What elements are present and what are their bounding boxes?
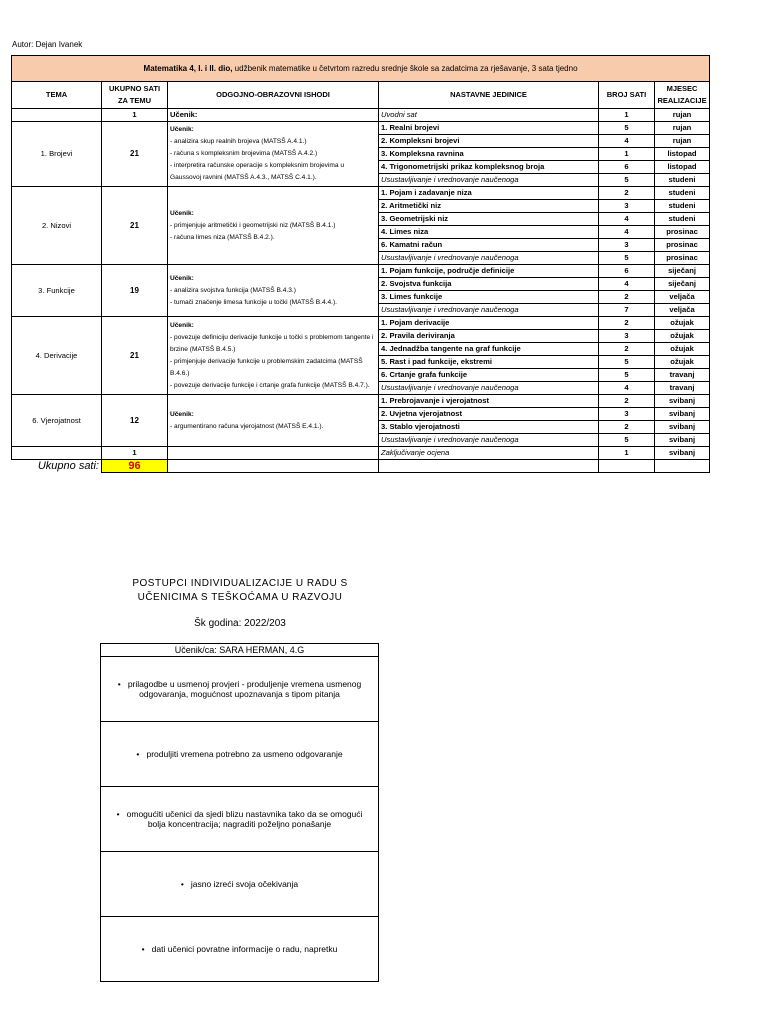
topic-name: 4. Derivacije: [12, 317, 102, 395]
table-header-row: [12, 82, 710, 109]
individualization-item-text: dati učenici povratne informacije o radu, napretku: [151, 944, 338, 954]
outcome-line: - povezuje derivacije funkcije i crtanje grafa funkcije (MATSŠ B.4.7.).: [170, 381, 370, 389]
school-year: Šk godina: 2022/203: [194, 618, 286, 629]
table-row: [12, 395, 710, 408]
outcome-line: Učenik:: [170, 410, 194, 418]
individualization-title-line2: UČENICIMA S TEŠKOĆAMA U RAZVOJU: [137, 592, 343, 603]
unit-month: ožujak: [655, 356, 710, 369]
total-label: Ukupno sati:: [37, 460, 99, 473]
outcome-line: - tumači značenje limesa funkcije u točki (MATSŠ B.4.4.).: [170, 298, 337, 306]
header-ishodi: ODGOJNO-OBRAZOVNI ISHODI: [168, 82, 379, 109]
unit-name: 4. Jednadžba tangente na graf funkcije: [379, 343, 599, 356]
unit-hours: 5: [599, 434, 655, 447]
topic-name: 3. Funkcije: [12, 265, 102, 317]
outcome-line: - argumentirano računa vjerojatnost (MATSŠ E.4.1.).: [170, 422, 324, 430]
individualization-row: [101, 917, 379, 982]
closing-jedinica: Zaključivanje ocjena: [379, 447, 599, 460]
unit-hours: 4: [599, 278, 655, 291]
unit-month: svibanj: [655, 434, 710, 447]
outcome-line: Učenik:: [170, 126, 194, 133]
header-ukupno-sati: UKUPNO SATI ZA TEMU: [102, 82, 168, 109]
closing-sati: 1: [102, 447, 168, 460]
topic-total-hours: 21: [102, 317, 168, 395]
unit-month: siječanj: [655, 278, 710, 291]
unit-month: prosinac: [655, 226, 710, 239]
unit-month: ožujak: [655, 330, 710, 343]
unit-month: studeni: [655, 200, 710, 213]
unit-month: listopad: [655, 148, 710, 161]
outcome-line: - računa s kompleksnim brojevima (MATSŠ A.4.2.): [170, 150, 318, 157]
table-row: [12, 265, 710, 278]
unit-name: 2. Kompleksni brojevi: [379, 135, 599, 148]
individualization-item-text: omogućiti učenici da sjedi blizu nastavnika tako da se omogući bolja koncentracija; nagraditi poželjno ponašanje: [126, 809, 363, 829]
outcome-line: Učenik:: [170, 274, 194, 282]
closing-broj: 1: [599, 447, 655, 460]
unit-month: rujan: [655, 122, 710, 135]
header-mjesec: MJESEC REALIZACIJE: [655, 82, 710, 109]
individualization-item: [101, 787, 379, 852]
unit-hours: 2: [599, 395, 655, 408]
intro-mjesec: rujan: [655, 109, 710, 122]
total-ishod: [168, 460, 379, 473]
unit-hours: 2: [599, 343, 655, 356]
outcome-line: - primjenjuje derivacije funkcije u problemskim zadatcima (MATSŠ B.4.6.): [170, 357, 363, 377]
unit-name: 3. Geometrijski niz: [379, 213, 599, 226]
bullet-icon: •: [117, 679, 128, 689]
intro-jedinica: Uvodni sat: [379, 109, 599, 122]
intro-row: [12, 109, 710, 122]
total-value: 96: [102, 460, 168, 473]
unit-name: 6. Kamatni račun: [379, 239, 599, 252]
unit-name: Usustavljivanje i vrednovanje naučenoga: [379, 434, 599, 447]
table-row: [12, 317, 710, 330]
outcome-line: Učenik:: [170, 321, 194, 329]
individualization-row: [101, 722, 379, 787]
unit-hours: 7: [599, 304, 655, 317]
individualization-title: [0, 577, 480, 605]
individualization-row: [101, 787, 379, 852]
topic-outcomes: [168, 122, 379, 187]
unit-hours: 5: [599, 369, 655, 382]
unit-month: veljača: [655, 291, 710, 304]
individualization-title-line1: POSTUPCI INDIVIDUALIZACIJE U RADU S: [132, 578, 348, 589]
individualization-item-text: produljiti vremena potrebno za usmeno odgovaranje: [146, 749, 343, 759]
unit-month: veljača: [655, 304, 710, 317]
closing-mjesec: svibanj: [655, 447, 710, 460]
individualization-item: [101, 852, 379, 917]
bullet-icon: •: [180, 879, 191, 889]
closing-row: [12, 447, 710, 460]
topic-outcomes: [168, 187, 379, 265]
topic-total-hours: 12: [102, 395, 168, 447]
individualization-item: [101, 722, 379, 787]
topic-outcomes: [168, 265, 379, 317]
table-caption: [12, 56, 710, 82]
individualization-table: [100, 643, 379, 982]
unit-month: ožujak: [655, 343, 710, 356]
topic-total-hours: 19: [102, 265, 168, 317]
curriculum-table: [11, 55, 710, 473]
unit-month: studeni: [655, 174, 710, 187]
unit-name: 3. Kompleksna ravnina: [379, 148, 599, 161]
unit-hours: 3: [599, 200, 655, 213]
unit-name: 4. Trigonometrijski prikaz kompleksnog broja: [379, 161, 599, 174]
outcome-line: - analizira svojstva funkcija (MATSŠ B.4.3.): [170, 286, 296, 294]
unit-month: studeni: [655, 187, 710, 200]
unit-name: 1. Pojam i zadavanje niza: [379, 187, 599, 200]
unit-name: 1. Realni brojevi: [379, 122, 599, 135]
total-broj: [599, 460, 655, 473]
unit-month: listopad: [655, 161, 710, 174]
unit-name: Usustavljivanje i vrednovanje naučenoga: [379, 252, 599, 265]
topic-outcomes: [168, 395, 379, 447]
unit-month: svibanj: [655, 408, 710, 421]
unit-hours: 3: [599, 330, 655, 343]
intro-ishod: Učenik:: [168, 109, 379, 122]
total-jedinica: [379, 460, 599, 473]
unit-name: 1. Prebrojavanje i vjerojatnost: [379, 395, 599, 408]
closing-ishod: [168, 447, 379, 460]
topic-outcomes: [168, 317, 379, 395]
unit-hours: 2: [599, 317, 655, 330]
unit-hours: 5: [599, 252, 655, 265]
unit-hours: 2: [599, 291, 655, 304]
outcome-line: - računa limes niza (MATSŠ B.4.2.).: [170, 233, 275, 241]
header-tema: TEMA: [12, 82, 102, 109]
unit-name: 1. Pojam funkcije, područje definicije: [379, 265, 599, 278]
header-nastavne-jedinice: NASTAVNE JEDINICE: [379, 82, 599, 109]
outcome-line: - analizira skup realnih brojeva (MATSŠ A.4.1.): [170, 138, 307, 145]
student-name: Učenik/ca: SARA HERMAN, 4.G: [101, 644, 379, 657]
total-row: [12, 460, 710, 473]
unit-name: 2. Aritmetički niz: [379, 200, 599, 213]
individualization-item-text: jasno izreći svoja očekivanja: [190, 879, 299, 889]
topic-name: 2. Nizovi: [12, 187, 102, 265]
unit-month: travanj: [655, 382, 710, 395]
individualization-item-text: prilagodbe u usmenoj provjeri - produljenje vremena usmenog odgovaranja, mogućnost upoznavanja s tipom pitanja: [127, 679, 362, 699]
unit-name: 2. Svojstva funkcija: [379, 278, 599, 291]
unit-name: Usustavljivanje i vrednovanje naučenoga: [379, 174, 599, 187]
closing-tema: [12, 447, 102, 460]
table-row: [12, 122, 710, 135]
unit-hours: 4: [599, 135, 655, 148]
unit-month: svibanj: [655, 421, 710, 434]
unit-hours: 6: [599, 161, 655, 174]
individualization-row: [101, 852, 379, 917]
header-broj-sati: BROJ SATI: [599, 82, 655, 109]
unit-hours: 2: [599, 187, 655, 200]
bullet-icon: •: [141, 944, 152, 954]
table-row: [12, 187, 710, 200]
unit-hours: 5: [599, 174, 655, 187]
intro-sati: 1: [102, 109, 168, 122]
unit-name: 2. Pravila deriviranja: [379, 330, 599, 343]
unit-hours: 3: [599, 239, 655, 252]
total-mjesec: [655, 460, 710, 473]
unit-hours: 5: [599, 122, 655, 135]
student-row: [101, 644, 379, 657]
outcome-line: Učenik:: [170, 209, 194, 217]
unit-month: prosinac: [655, 239, 710, 252]
unit-hours: 4: [599, 382, 655, 395]
unit-hours: 1: [599, 148, 655, 161]
unit-month: studeni: [655, 213, 710, 226]
unit-name: 2. Uvjetna vjerojatnost: [379, 408, 599, 421]
individualization-row: [101, 657, 379, 722]
topic-name: 1. Brojevi: [12, 122, 102, 187]
author-line: Autor: Dejan Ivanek: [12, 40, 83, 49]
unit-name: 1. Pojam derivacije: [379, 317, 599, 330]
unit-month: siječanj: [655, 265, 710, 278]
intro-tema: [12, 109, 102, 122]
unit-hours: 6: [599, 265, 655, 278]
unit-name: 5. Rast i pad funkcije, ekstremi: [379, 356, 599, 369]
unit-hours: 4: [599, 226, 655, 239]
unit-name: 3. Limes funkcije: [379, 291, 599, 304]
unit-month: travanj: [655, 369, 710, 382]
unit-month: svibanj: [655, 395, 710, 408]
unit-hours: 2: [599, 421, 655, 434]
outcome-line: - primjenjuje aritmetički i geometrijski niz (MATSŠ B.4.1.): [170, 221, 336, 229]
outcome-line: - interpretira računske operacije s kompleksnim brojevima u Gaussovoj ravnini (MATSŠ A.4.3., MATSŠ C.4.1.).: [170, 162, 345, 181]
unit-name: Usustavljivanje i vrednovanje naučenoga: [379, 382, 599, 395]
topic-total-hours: 21: [102, 187, 168, 265]
individualization-item: [101, 657, 379, 722]
topic-name: 6. Vjerojatnost: [12, 395, 102, 447]
unit-month: rujan: [655, 135, 710, 148]
unit-name: 6. Crtanje grafa funkcije: [379, 369, 599, 382]
unit-name: 4. Limes niza: [379, 226, 599, 239]
unit-month: prosinac: [655, 252, 710, 265]
caption-book-title: Matematika 4, I. i II. dio,: [143, 63, 233, 73]
unit-hours: 5: [599, 356, 655, 369]
unit-month: ožujak: [655, 317, 710, 330]
intro-broj: 1: [599, 109, 655, 122]
individualization-item: [101, 917, 379, 982]
outcome-line: - povezuje definiciju derivacije funkcije u točki s problemom tangente i brzine (MATSŠ B.4.5.): [170, 333, 374, 353]
caption-description: udžbenik matematike u četvrtom razredu srednje škole sa zadatcima za rješavanje, 3 sata tjedno: [232, 63, 578, 73]
bullet-icon: •: [136, 749, 147, 759]
topic-total-hours: 21: [102, 122, 168, 187]
unit-hours: 4: [599, 213, 655, 226]
table-caption-row: [12, 56, 710, 82]
unit-name: Usustavljivanje i vrednovanje naučenoga: [379, 304, 599, 317]
bullet-icon: •: [116, 809, 127, 819]
unit-name: 3. Stablo vjerojatnosti: [379, 421, 599, 434]
unit-hours: 3: [599, 408, 655, 421]
